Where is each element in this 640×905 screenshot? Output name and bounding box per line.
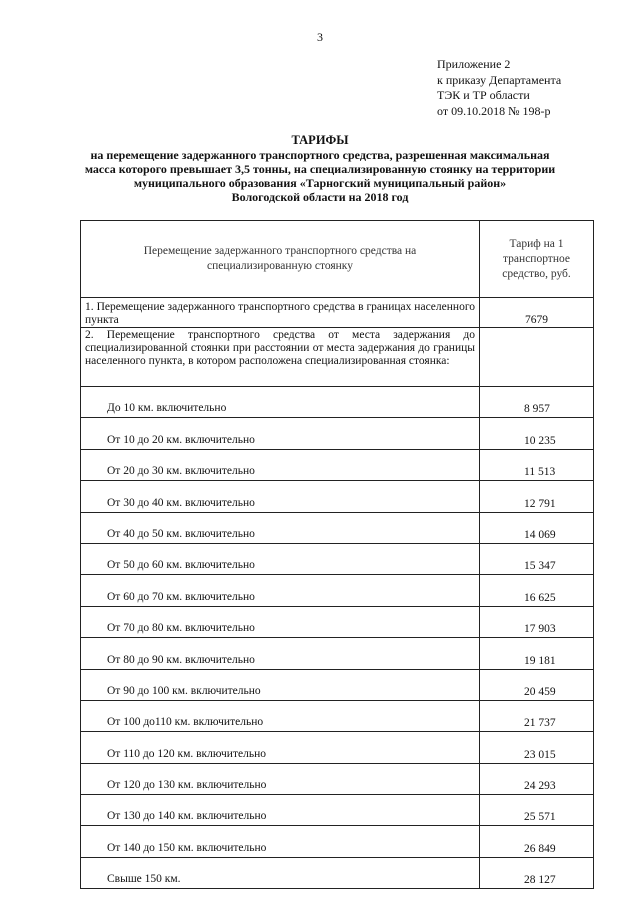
distance-tariff: 10 235 xyxy=(480,418,594,449)
distance-tariff: 24 293 xyxy=(480,763,594,794)
table-row xyxy=(81,512,594,543)
distance-tariff: 16 625 xyxy=(480,575,594,606)
distance-label: От 130 до 140 км. включительно xyxy=(81,795,480,826)
title-line: на перемещение задержанного транспортного средства, разрешенная максимальная xyxy=(90,148,550,162)
distance-tariff: 11 513 xyxy=(480,449,594,480)
distance-tariff: 19 181 xyxy=(480,638,594,669)
table-row xyxy=(81,298,594,328)
distance-label: От 30 до 40 км. включительно xyxy=(81,481,480,512)
title-line: муниципального образования «Тарногский муниципальный район» xyxy=(133,176,507,190)
table-row xyxy=(81,857,594,888)
row-value: 7679 xyxy=(480,298,594,328)
distance-label: От 60 до 70 км. включительно xyxy=(81,575,480,606)
table-header-row xyxy=(81,221,594,298)
table-row xyxy=(81,418,594,449)
distance-label: До 10 км. включительно xyxy=(81,387,480,418)
appendix-line: ТЭК и ТР области xyxy=(437,88,530,102)
distance-tariff: 28 127 xyxy=(480,857,594,888)
distance-tariff: 8 957 xyxy=(480,387,594,418)
table-row xyxy=(81,481,594,512)
appendix-line: к приказу Департамента xyxy=(437,72,562,87)
appendix-line: от 09.10.2018 № 198-р xyxy=(437,103,551,118)
table-row xyxy=(81,328,594,387)
title-line: масса которого превышает 3,5 тонны, на специализированную стоянку на территории xyxy=(84,162,556,176)
distance-label: От 110 до 120 км. включительно xyxy=(81,732,480,763)
distance-label: От 10 до 20 км. включительно xyxy=(81,418,480,449)
table-row xyxy=(81,669,594,700)
table-row xyxy=(81,449,594,480)
table-row xyxy=(81,763,594,794)
distance-tariff: 20 459 xyxy=(480,669,594,700)
distance-tariff: 23 015 xyxy=(480,732,594,763)
distance-label: Свыше 150 км. xyxy=(81,857,480,888)
distance-label: От 50 до 60 км. включительно xyxy=(81,543,480,574)
table-row xyxy=(81,606,594,637)
distance-label: От 80 до 90 км. включительно xyxy=(81,638,480,669)
table-row xyxy=(81,543,594,574)
distance-tariff: 15 347 xyxy=(480,543,594,574)
appendix-line: Приложение 2 xyxy=(437,57,511,71)
distance-label: От 140 до 150 км. включительно xyxy=(81,826,480,857)
distance-tariff: 21 737 xyxy=(480,700,594,731)
row-description: 1. Перемещение задержанного транспортного средства в границах населенного пункта xyxy=(81,298,480,328)
page-number: 3 xyxy=(317,30,323,44)
distance-label: От 90 до 100 км. включительно xyxy=(81,669,480,700)
distance-tariff: 14 069 xyxy=(480,512,594,543)
distance-tariff: 26 849 xyxy=(480,826,594,857)
distance-label: От 120 до 130 км. включительно xyxy=(81,763,480,794)
document-title xyxy=(70,133,570,204)
distance-tariff: 17 903 xyxy=(480,606,594,637)
distance-label: От 20 до 30 км. включительно xyxy=(81,449,480,480)
distance-label: От 100 до110 км. включительно xyxy=(81,700,480,731)
header-tariff: Тариф на 1 транспортное средство, руб. xyxy=(480,221,594,298)
tariff-table xyxy=(80,220,594,889)
title-heading: ТАРИФЫ xyxy=(291,133,349,147)
table-row xyxy=(81,700,594,731)
distance-label: От 70 до 80 км. включительно xyxy=(81,606,480,637)
table-row xyxy=(81,732,594,763)
table-row xyxy=(81,638,594,669)
distance-label: От 40 до 50 км. включительно xyxy=(81,512,480,543)
appendix-note xyxy=(437,57,561,119)
distance-tariff: 25 571 xyxy=(480,795,594,826)
table-row xyxy=(81,387,594,418)
title-line: Вологодской области на 2018 год xyxy=(231,190,409,204)
table-row xyxy=(81,575,594,606)
distance-tariff: 12 791 xyxy=(480,481,594,512)
table-row xyxy=(81,795,594,826)
table-row xyxy=(81,826,594,857)
row-value-empty xyxy=(480,328,594,387)
row-description: 2. Перемещение транспортного средства от места задержания до специализированной стоянки при расстоянии от места задержания до границы населенного пункта, в котором расположена специализированная стоянка: xyxy=(81,328,480,387)
header-description: Перемещение задержанного транспортного средства на специализированную стоянку xyxy=(81,221,480,298)
